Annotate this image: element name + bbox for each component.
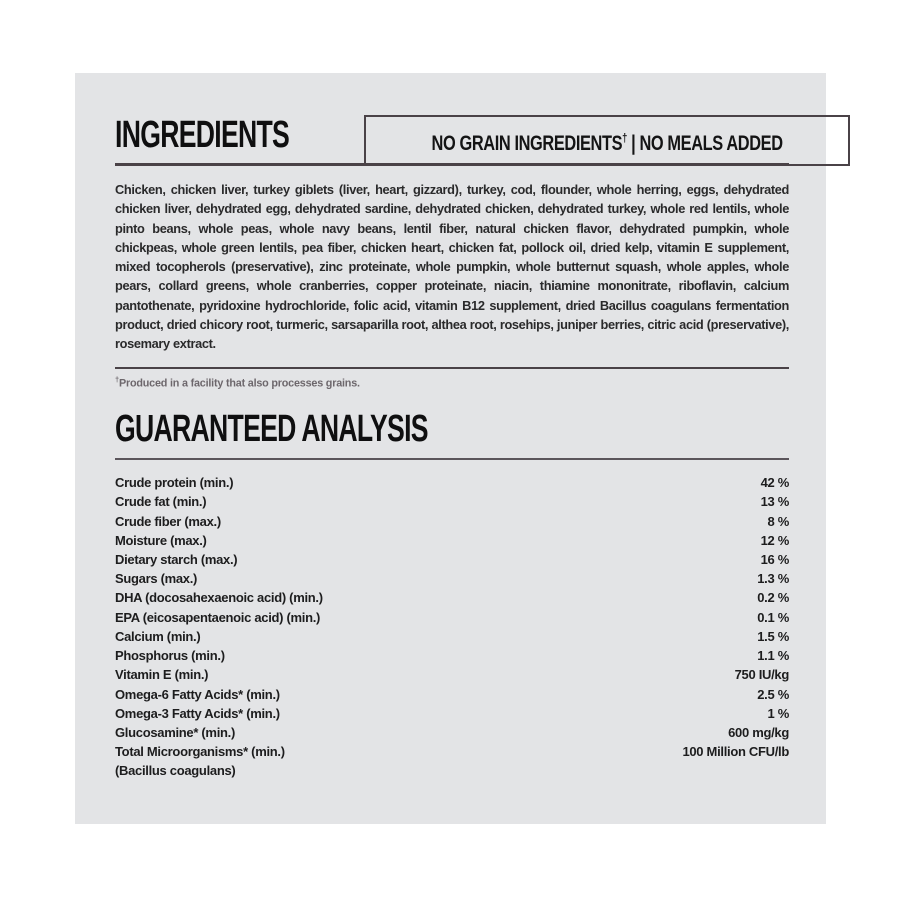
analysis-row-label: Dietary starch (max.) — [115, 552, 238, 568]
analysis-row-value: 100 Million CFU/lb — [682, 744, 789, 760]
analysis-row — [115, 473, 789, 492]
badge-left-text: NO GRAIN INGREDIENTS — [431, 132, 622, 155]
badge-right-text: NO MEALS ADDED — [639, 132, 783, 155]
analysis-row-label: Crude protein (min.) — [115, 475, 234, 491]
analysis-row-label: Crude fat (min.) — [115, 494, 207, 510]
ingredients-title: INGREDIENTS — [115, 114, 290, 156]
analysis-header — [115, 410, 789, 460]
analysis-row-label: Omega-6 Fatty Acids* (min.) — [115, 686, 280, 702]
analysis-row-value: 600 mg/kg — [728, 724, 789, 740]
analysis-row-label: Calcium (min.) — [115, 628, 201, 644]
analysis-row-label: Sugars (max.) — [115, 571, 198, 587]
footnote-divider — [115, 367, 789, 369]
analysis-row-label: Total Microorganisms* (min.) — [115, 744, 285, 760]
no-grain-badge — [364, 115, 850, 166]
analysis-row-value: 1 % — [767, 705, 789, 721]
analysis-row-value: 0.2 % — [757, 590, 789, 606]
analysis-row — [115, 588, 789, 607]
analysis-table — [115, 473, 789, 780]
footnote — [115, 373, 789, 391]
analysis-row — [115, 512, 789, 531]
analysis-row-label: Vitamin E (min.) — [115, 667, 209, 683]
no-grain-badge-text — [431, 127, 782, 155]
ingredients-list: Chicken, chicken liver, turkey giblets (liver, heart, gizzard), turkey, cod, flounder, whole herring, eggs, dehydrated chicken liver, dehydrated egg, dehydrated sardine, dehydrated chicken, dehydrated turkey, whole red lentils, whole pinto beans, whole peas, whole navy beans, lentil fiber, natural chicken flavor, dehydrated pumpkin, whole chickpeas, whole green lentils, pea fiber, chicken heart, chicken fat, pollock oil, dried kelp, vitamin E supplement, mixed tocopherols (preservative), zinc proteinate, whole pumpkin, whole butternut squash, whole apples, whole pears, collard greens, whole cranberries, copper proteinate, niacin, thiamine mononitrate, riboflavin, calcium pantothenate, pyridoxine hydrochloride, folic acid, vitamin B12 supplement, dried Bacillus coagulans fermentation product, dried chicory root, turmeric, sarsaparilla root, althea root, rosehips, juniper berries, citric acid (preservative), rosemary extract. — [115, 182, 789, 352]
analysis-row — [115, 665, 789, 684]
footnote-dagger: † — [115, 374, 119, 384]
analysis-row-label2: (Bacillus coagulans) — [115, 763, 236, 779]
analysis-row — [115, 550, 789, 569]
analysis-row-value: 1.3 % — [757, 571, 789, 587]
analysis-row — [115, 646, 789, 665]
analysis-row — [115, 569, 789, 588]
analysis-row — [115, 704, 789, 723]
analysis-row-value: 1.1 % — [757, 648, 789, 664]
analysis-row-label: Glucosamine* (min.) — [115, 724, 235, 740]
analysis-row — [115, 531, 789, 550]
analysis-row-value: 8 % — [767, 513, 789, 529]
analysis-row — [115, 492, 789, 511]
analysis-row-value: 1.5 % — [757, 628, 789, 644]
badge-dagger: † — [621, 131, 627, 145]
badge-divider: | — [626, 132, 640, 155]
analysis-row-value: 42 % — [760, 475, 789, 491]
analysis-row-value: 0.1 % — [757, 609, 789, 625]
analysis-row-value: 12 % — [760, 532, 789, 548]
analysis-row-label: Moisture (max.) — [115, 532, 207, 548]
ingredients-header — [115, 115, 789, 166]
analysis-row-label: EPA (eicosapentaenoic acid) (min.) — [115, 609, 321, 625]
analysis-row-value: 2.5 % — [757, 686, 789, 702]
analysis-title: GUARANTEED ANALYSIS — [115, 408, 428, 451]
analysis-row-value: 13 % — [760, 494, 789, 510]
footnote-text: Produced in a facility that also processes grains. — [118, 377, 360, 390]
analysis-row-value: 16 % — [760, 552, 789, 568]
analysis-row-label: Crude fiber (max.) — [115, 513, 221, 529]
analysis-row-label: Phosphorus (min.) — [115, 648, 225, 664]
analysis-row — [115, 685, 789, 704]
analysis-row-label: Omega-3 Fatty Acids* (min.) — [115, 705, 280, 721]
analysis-row-label: DHA (docosahexaenoic acid) (min.) — [115, 590, 323, 606]
label-card — [75, 73, 826, 824]
analysis-row — [115, 742, 789, 761]
analysis-row — [115, 723, 789, 742]
analysis-row-value: 750 IU/kg — [734, 667, 789, 683]
analysis-row — [115, 627, 789, 646]
analysis-row — [115, 608, 789, 627]
